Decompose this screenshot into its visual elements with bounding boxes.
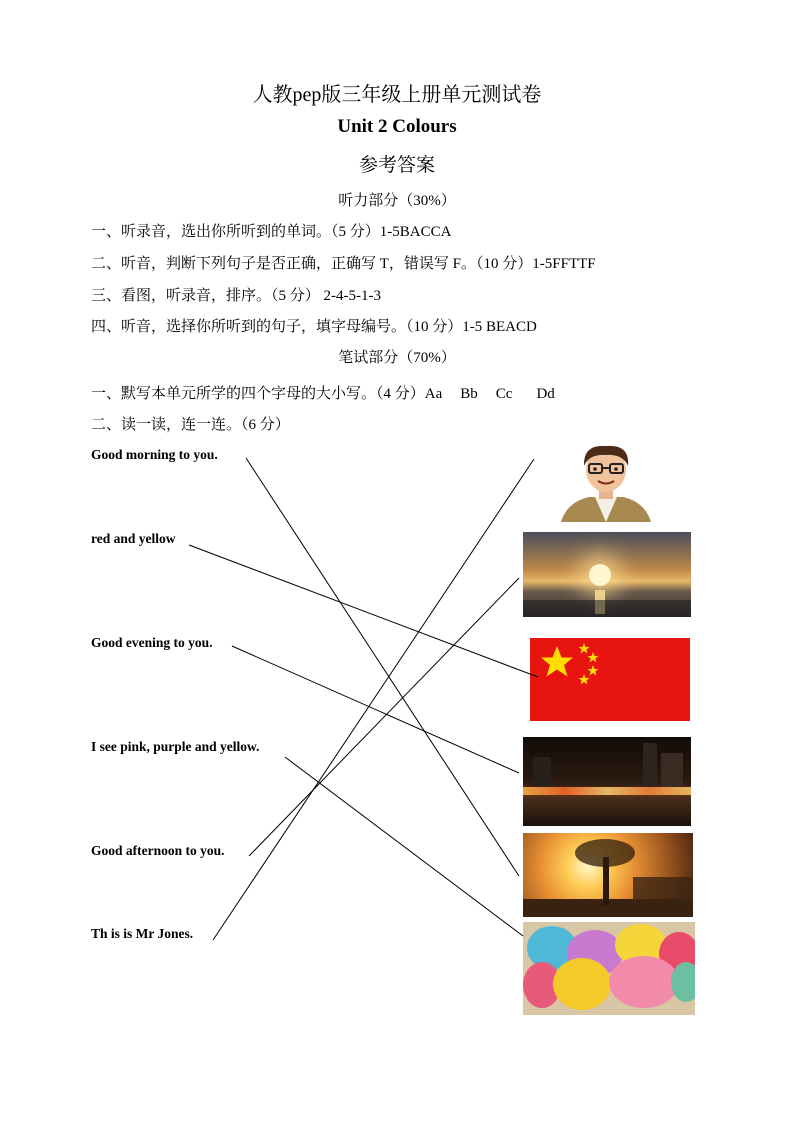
sentence-red-yellow: red and yellow — [91, 531, 176, 546]
sentence-good-morning: Good morning to you. — [91, 447, 218, 462]
letter-pair: Bb — [460, 386, 478, 402]
match-line-good-morning — [246, 458, 519, 876]
letter-pair: Dd — [536, 386, 555, 402]
item-prefix: 三、看图，听录音，排序。（5 分） — [91, 288, 320, 304]
match-line-mr-jones — [213, 459, 534, 940]
sentence-good-afternoon: Good afternoon to you. — [91, 843, 225, 858]
letter-pair: Cc — [495, 386, 513, 402]
listening-heading: 听力部分（30%） — [338, 193, 456, 209]
match-line-red-yellow — [189, 545, 538, 677]
item-prefix: 四、听音，选择你所听到的句子，填字母编号。（10 分） — [91, 319, 463, 335]
item-answer: 1-5 BEACD — [462, 319, 537, 335]
page-title: 人教pep版三年级上册单元测试卷 — [252, 84, 542, 106]
item-prefix: 一、默写本单元所学的四个字母的大小写。（4 分） — [91, 386, 425, 402]
writing-item-2: 二、读一读，连一连。（6 分） — [91, 417, 290, 433]
sentence-pink-purple: I see pink, purple and yellow. — [91, 739, 260, 754]
sentence-good-evening: Good evening to you. — [91, 635, 213, 650]
item-answer: 1-5FFTTF — [532, 256, 596, 272]
item-prefix: 一、听录音，选出你所听到的单词。（5 分） — [91, 224, 380, 240]
letter-pair: Aa — [424, 386, 443, 402]
item-answer: 2-4-5-1-3 — [323, 288, 381, 304]
answer-key-title: 参考答案 — [358, 155, 435, 176]
unit-title: Unit 2 Colours — [337, 116, 457, 137]
item-answer: 1-5BACCA — [379, 224, 452, 240]
match-line-good-evening — [232, 646, 519, 773]
item-prefix: 二、听音，判断下列句子是否正确，正确写 T，错误写 F。（10 分） — [91, 256, 533, 272]
writing-heading: 笔试部分（70%） — [338, 350, 456, 366]
sentence-mr-jones: Th is is Mr Jones. — [91, 926, 194, 941]
match-line-pink-purple — [285, 757, 523, 936]
